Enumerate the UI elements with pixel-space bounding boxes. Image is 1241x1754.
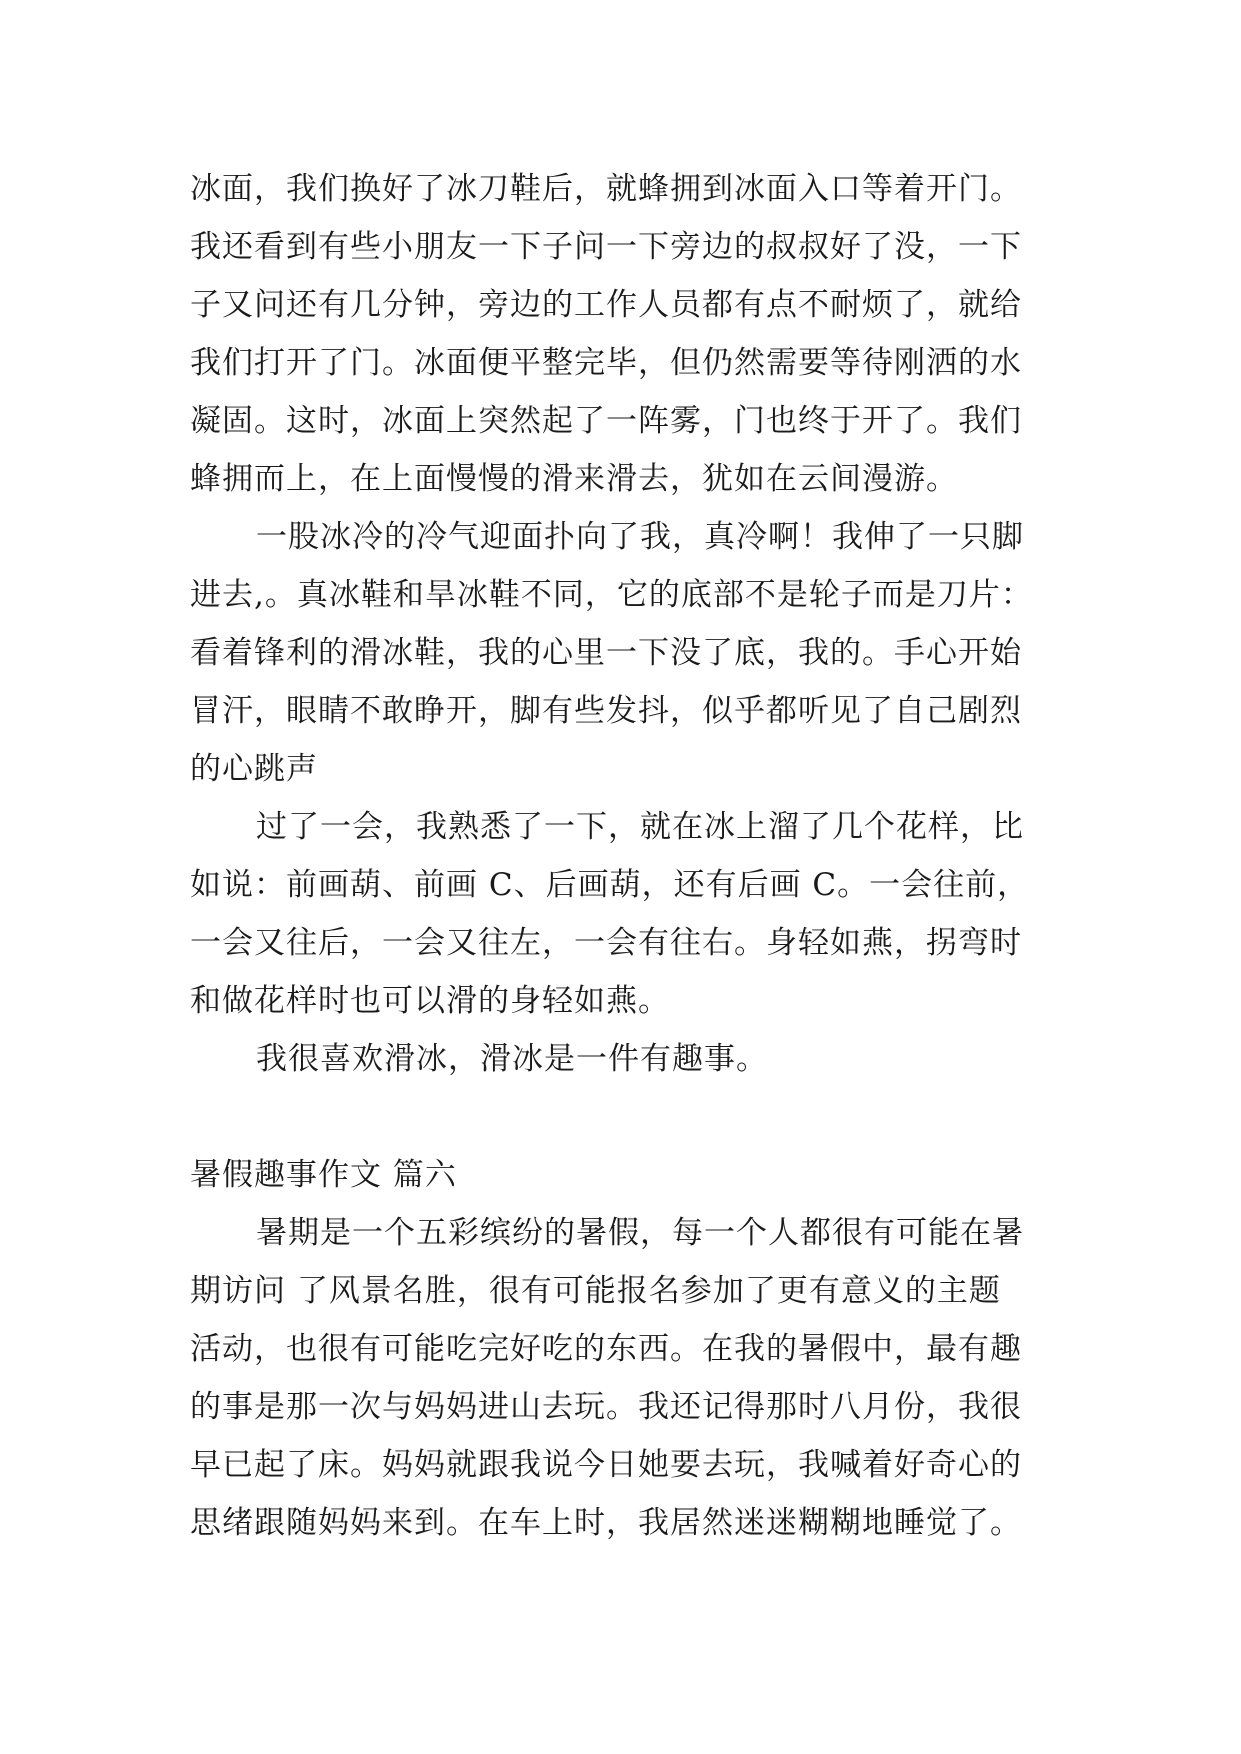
paragraph-summer-trip	[190, 1204, 1090, 1552]
text-line: 一会又往后，一会又往左，一会有往右。身轻如燕，拐弯时	[190, 925, 1022, 961]
text-line: 过了一会，我熟悉了一下，就在冰上溜了几个花样，比	[256, 809, 1024, 845]
text-line: 一股冰冷的冷气迎面扑向了我，真冷啊！我伸了一只脚	[256, 519, 1024, 555]
paragraph-cold-ice	[190, 508, 1090, 798]
text-line: 如说：前画葫、前画 C、后画葫，还有后画 C。一会往前，	[190, 867, 1030, 903]
text-line: 我还看到有些小朋友一下子问一下旁边的叔叔好了没，一下	[190, 229, 1022, 265]
section-spacer	[190, 1088, 1090, 1146]
text-line: 暑期是一个五彩缤纷的暑假，每一个人都很有可能在暑	[256, 1215, 1024, 1251]
text-line: 思绪跟随妈妈来到。在车上时，我居然迷迷糊糊地睡觉了。	[190, 1505, 1022, 1541]
paragraph-figure-skating	[190, 798, 1090, 1030]
text-line: 看着锋利的滑冰鞋，我的心里一下没了底，我的。手心开始	[190, 635, 1022, 671]
text-line: 冰面，我们换好了冰刀鞋后，就蜂拥到冰面入口等着开门。	[190, 171, 1022, 207]
text-line: 早已起了床。妈妈就跟我说今日她要去玩，我喊着好奇心的	[190, 1447, 1022, 1483]
text-line: 我们打开了门。冰面便平整完毕，但仍然需要等待刚洒的水	[190, 345, 1022, 381]
text-line: 我很喜欢滑冰，滑冰是一件有趣事。	[256, 1041, 768, 1077]
text-line: 和做花样时也可以滑的身轻如燕。	[190, 983, 670, 1019]
text-line: 活动，也很有可能吃完好吃的东西。在我的暑假中，最有趣	[190, 1331, 1022, 1367]
paragraph-conclusion	[190, 1030, 1090, 1088]
text-line: 凝固。这时，冰面上突然起了一阵雾，门也终于开了。我们	[190, 403, 1022, 439]
text-line: 期访问 了风景名胜，很有可能报名参加了更有意义的主题	[190, 1273, 1001, 1309]
text-line: 的事是那一次与妈妈进山去玩。我还记得那时八月份，我很	[190, 1389, 1022, 1425]
text-line: 进去,。真冰鞋和旱冰鞋不同，它的底部不是轮子而是刀片：	[190, 577, 1033, 613]
continuation-paragraph	[190, 160, 1090, 508]
section-heading: 暑假趣事作文 篇六	[190, 1157, 457, 1193]
text-line: 子又问还有几分钟，旁边的工作人员都有点不耐烦了，就给	[190, 287, 1022, 323]
text-line: 蜂拥而上，在上面慢慢的滑来滑去，犹如在云间漫游。	[190, 461, 958, 497]
text-line: 的心跳声	[190, 751, 318, 787]
document-body	[190, 160, 1090, 1552]
text-line: 冒汗，眼睛不敢睁开，脚有些发抖，似乎都听见了自己剧烈	[190, 693, 1022, 729]
